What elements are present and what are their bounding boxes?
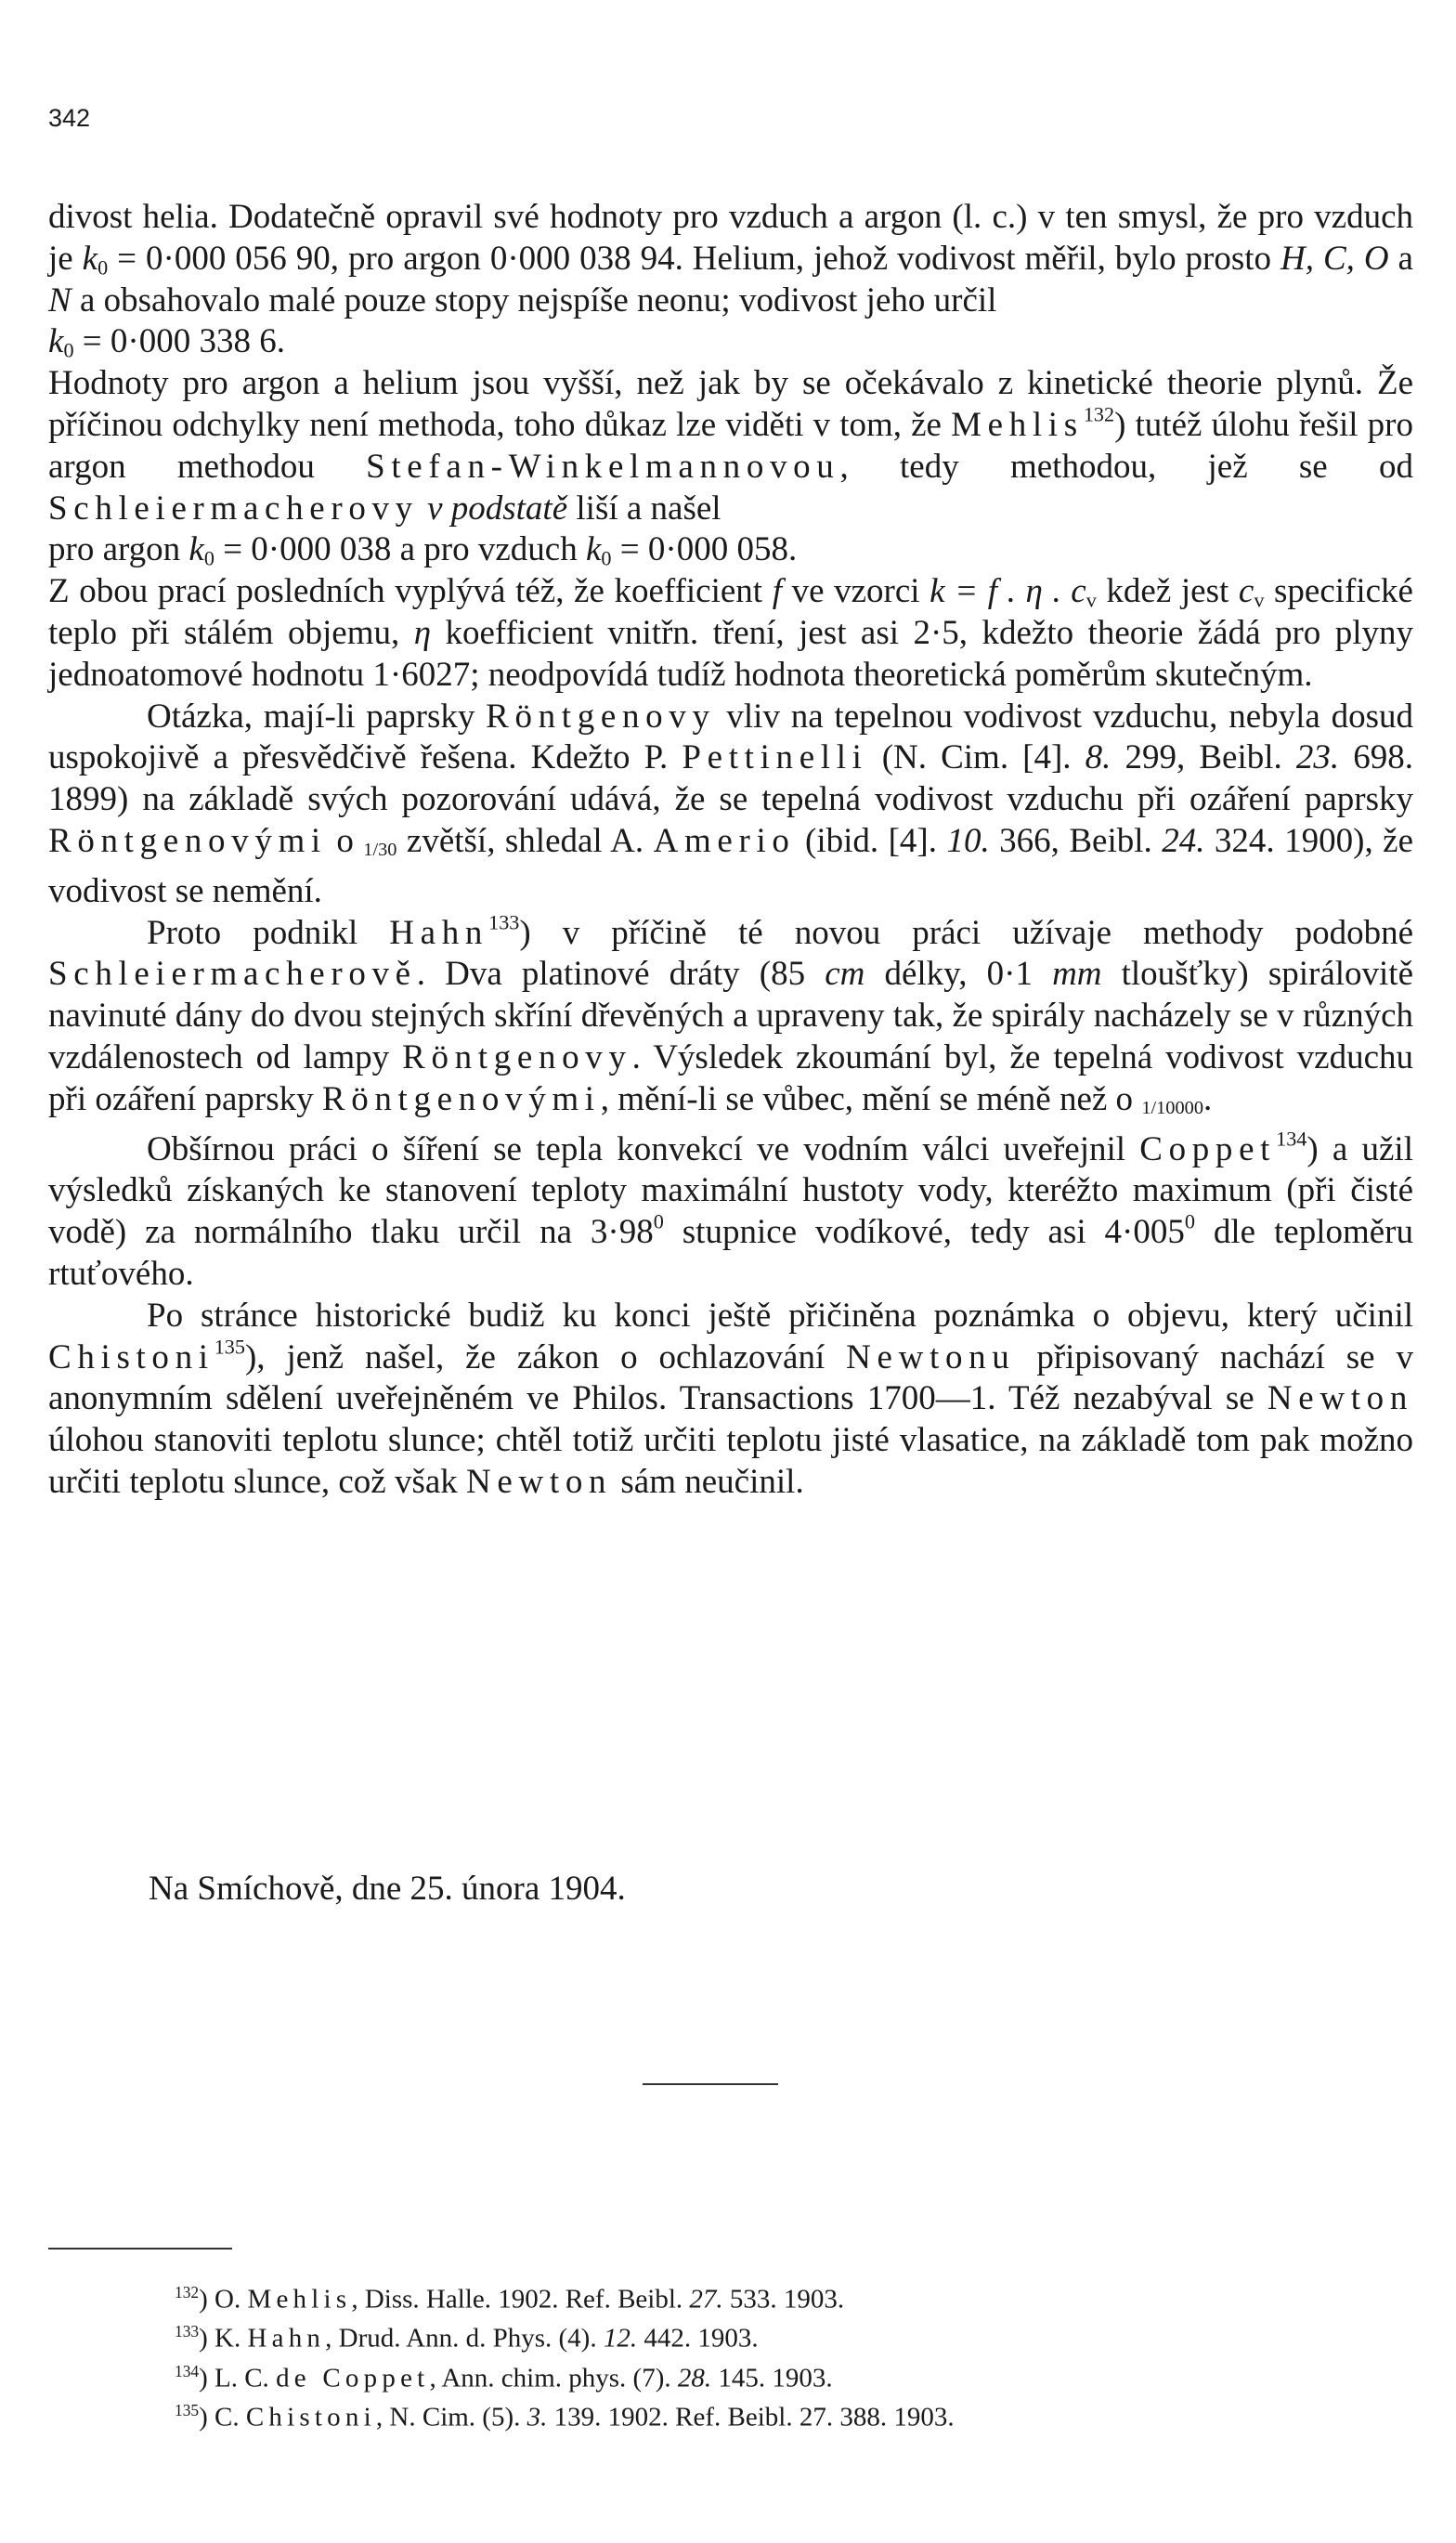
text-run: Röntgenovými xyxy=(321,1079,601,1118)
text-run: 0 xyxy=(1184,1209,1195,1233)
text-run: úlohou stanoviti teplotu slunce; chtěl totiž určiti teplotu jisté vlasatice, na základě tom pak možno určiti teplotu slunce, což však xyxy=(48,1421,1413,1502)
text-run: Schleiermacherovy xyxy=(48,489,419,528)
text-run: (N. Cim. [4]. xyxy=(867,738,1086,777)
text-run: Röntgenovy xyxy=(486,697,716,736)
text-run: 134 xyxy=(1276,1127,1307,1151)
text-run: v podstatě xyxy=(418,489,568,528)
text-run: Hahn xyxy=(247,2323,326,2354)
text-run: vliv na tepelnou vodivost vzduchu, nebyla dosud uspokojivě a přesvědčivě řešena. Kdežto P. xyxy=(48,697,1413,777)
footnote-mark: 134 xyxy=(175,2361,200,2380)
text-run: mm xyxy=(1052,955,1102,994)
text-run: 1/10000 xyxy=(1141,1097,1203,1118)
text-run: 0 xyxy=(653,1209,664,1233)
text-run: . Výsledek zkoumání byl, že tepelná vodivost vzduchu při ozáření paprsky xyxy=(48,1038,1413,1118)
text-run: Z obou prací posledních vyplývá též, že koefficient xyxy=(48,572,773,611)
section-end-rule xyxy=(643,2083,778,2085)
text-run: f xyxy=(772,572,782,611)
formula xyxy=(48,529,1413,571)
text-run: koefficient vnitřn. tření, jest asi 2·5, kdežto theorie žádá pro plyny jednoatomové hodnotu 1·6027; neodpovídá tudíž hodnota theoretická poměrům skutečným. xyxy=(48,613,1413,694)
text-run: 132 xyxy=(1083,402,1115,426)
text-run: dle teploměru rtuťového. xyxy=(48,1213,1413,1294)
text-run: 1/30 xyxy=(363,840,397,861)
text-run: specifické teplo při stálém objemu, xyxy=(48,572,1413,652)
text-run: . xyxy=(1203,1079,1213,1118)
text-run: v xyxy=(1254,588,1265,612)
text-run: 533. 1903. xyxy=(722,2284,845,2315)
footnote-separator xyxy=(48,2248,232,2250)
text-run: 0 xyxy=(98,255,109,280)
text-run: , N. Cim. (5). xyxy=(375,2402,527,2432)
text-run: 698. 1899) na základě svých pozorování udává, že se tepelná vodivost vzduchu při ozáření paprsky xyxy=(48,738,1413,819)
text-run: (ibid. [4]. xyxy=(795,821,947,860)
text-run: 27. xyxy=(689,2284,723,2315)
text-run: = 0·000 038 a pro vzduch xyxy=(214,530,586,569)
text-run: o xyxy=(326,821,364,860)
text-run: 12. xyxy=(603,2323,638,2354)
text-run: ) O. xyxy=(199,2284,248,2315)
text-run: 366, Beibl. xyxy=(989,821,1163,860)
text-run: Proto podnikl xyxy=(147,913,390,952)
text-run: Hodnoty pro argon a helium jsou vyšší, než jak by se očekávalo z kinetické theorie plynů. Že příčinou odchylky není methoda, toho důkaz lze viděti v tom, že xyxy=(48,364,1413,444)
text-run: , mění-li se vůbec, mění se méně než o xyxy=(600,1079,1142,1118)
body-text xyxy=(48,197,1413,1504)
text-run: délky, 0·1 xyxy=(864,955,1053,994)
text-run: Otázka, mají-li paprsky xyxy=(147,697,487,736)
footnotes xyxy=(175,2276,955,2434)
text-run: 23. xyxy=(1295,738,1340,777)
text-run: 442. 1903. xyxy=(637,2323,759,2354)
signature-line: Na Smíchově, dne 25. února 1904. xyxy=(149,1870,626,1908)
paragraph xyxy=(48,571,1413,696)
text-run: ) L. C. xyxy=(199,2363,277,2393)
text-run: 10. xyxy=(946,821,990,860)
text-run: 8. xyxy=(1085,738,1112,777)
text-run: = 0·000 338 6. xyxy=(73,322,285,361)
text-run: Stefan-Winkelmannovou xyxy=(366,447,840,486)
paragraph xyxy=(48,1296,1413,1504)
text-run: ), jenž našel, že zákon o ochlazování xyxy=(244,1337,847,1376)
text-run: kdež jest xyxy=(1096,572,1239,611)
text-run: 24. xyxy=(1162,821,1205,860)
text-run: zvětší, shledal A. xyxy=(396,821,654,860)
text-run: Newton xyxy=(466,1463,613,1502)
text-run: 299, Beibl. xyxy=(1111,738,1296,777)
text-run: Newton xyxy=(1267,1379,1413,1418)
page-number: 342 xyxy=(48,104,91,132)
text-run: Röntgenovy xyxy=(402,1038,632,1076)
text-run: de Coppet xyxy=(276,2363,430,2393)
text-run: 133 xyxy=(488,910,520,934)
text-run: Chistoni xyxy=(245,2402,376,2432)
footnote xyxy=(175,2355,955,2394)
text-run: 0 xyxy=(601,546,612,570)
text-run: c xyxy=(1238,572,1254,611)
text-run: η xyxy=(413,613,432,652)
text-run: Pettinelli xyxy=(682,738,868,777)
text-run: = 0·000 056 90, pro argon 0·000 038 94. Helium, jehož vodivost měřil, bylo prosto xyxy=(108,239,1281,278)
text-run: Schleiermacherově xyxy=(48,955,417,994)
text-run: liší a našel xyxy=(567,489,722,528)
text-run: 139. 1902. Ref. Beibl. 27. 388. 1903. xyxy=(547,2402,955,2432)
text-run: a xyxy=(1388,239,1413,278)
text-run: Mehlis xyxy=(951,405,1084,444)
text-run: Newtonu xyxy=(846,1337,1016,1376)
formula xyxy=(48,321,1413,363)
text-run: , Diss. Halle. 1902. Ref. Beibl. xyxy=(351,2284,690,2315)
text-run: Coppet xyxy=(1139,1129,1277,1168)
paragraph xyxy=(48,910,1414,1129)
text-run: připisovaný nachází se v anonymním sdělení uveřejněném ve Philos. Transactions 1700—1. Též nezabýval se xyxy=(48,1337,1413,1418)
text-run: 3. xyxy=(526,2402,548,2432)
text-run: N xyxy=(48,280,72,320)
footnote xyxy=(175,2315,955,2354)
text-run: , tedy methodou, jež se od xyxy=(839,447,1413,486)
footnote-mark: 135 xyxy=(175,2401,200,2420)
text-run: ve vzorci xyxy=(781,572,930,611)
footnote-mark: 133 xyxy=(175,2322,200,2341)
text-run: k = f . η . c xyxy=(930,572,1086,611)
footnote xyxy=(175,2276,955,2315)
text-run: divost helia. Dodatečně opravil své hodnoty pro vzduch a argon (l. c.) v ten smysl, že pro vzduch je xyxy=(48,198,1413,278)
text-run: 135 xyxy=(214,1335,245,1359)
paragraph xyxy=(48,697,1413,913)
text-run: k xyxy=(585,530,602,569)
text-run: a obsahovalo malé pouze stopy nejspíše neonu; vodivost jeho určil xyxy=(71,280,997,320)
text-run: ) v příčině té novou práci užívaje methody podobné xyxy=(519,913,1413,952)
text-run: Amerio xyxy=(653,821,796,860)
text-run: Obšírnou práci o šíření se tepla konvekcí ve vodním válci uveřejnil xyxy=(147,1129,1140,1168)
paragraph xyxy=(48,1129,1413,1296)
text-run: tloušťky) spirálovitě navinuté dány do dvou stejných skříní dřevěných a upraveny tak, že spirály nacházely se v různých vzdálenostech od lampy xyxy=(48,955,1414,1076)
text-run: 0 xyxy=(63,338,74,362)
text-run: Hahn xyxy=(389,913,489,952)
text-run: ) K. xyxy=(199,2323,248,2354)
text-run: ) a užil výsledků získaných ke stanovení teploty maximální hustoty vody, kteréžto maximum (při čisté vodě) za normálního tlaku určil na 3·98 xyxy=(48,1129,1413,1252)
text-run: pro argon xyxy=(48,530,189,569)
text-run: Mehlis xyxy=(247,2284,352,2315)
footnote-mark: 132 xyxy=(175,2283,200,2302)
text-run: Po stránce historické budiž ku konci ještě přičiněna poznámka o objevu, který učinil xyxy=(147,1296,1413,1335)
text-run: Chistoni xyxy=(48,1337,214,1376)
paragraph xyxy=(48,197,1413,321)
text-run: , Drud. Ann. d. Phys. (4). xyxy=(325,2323,604,2354)
text-run: Röntgenovými xyxy=(48,821,327,860)
text-run: k xyxy=(48,322,64,361)
text-run: . Dva platinové dráty (85 xyxy=(416,955,826,994)
text-run: cm xyxy=(825,955,865,994)
text-run: 324. 1900), že vodivost se nemění. xyxy=(48,821,1413,910)
footnote xyxy=(175,2394,955,2433)
text-run: = 0·000 058. xyxy=(611,530,798,569)
text-run: sám neučinil. xyxy=(612,1463,804,1502)
text-run: ) tutéž úlohu řešil pro argon methodou xyxy=(48,405,1413,486)
text-run: k xyxy=(82,239,98,278)
text-run: H, C, O xyxy=(1280,239,1389,278)
text-run: 145. 1903. xyxy=(711,2363,833,2393)
paragraph xyxy=(48,363,1413,529)
text-run: stupnice vodíkové, tedy asi 4·005 xyxy=(663,1213,1185,1252)
text-run: , Ann. chim. phys. (7). xyxy=(429,2363,678,2393)
text-run: 0 xyxy=(203,546,214,570)
text-run: 28. xyxy=(677,2363,712,2393)
text-run: k xyxy=(188,530,204,569)
text-run: ) C. xyxy=(199,2402,246,2432)
text-run: v xyxy=(1086,588,1097,612)
